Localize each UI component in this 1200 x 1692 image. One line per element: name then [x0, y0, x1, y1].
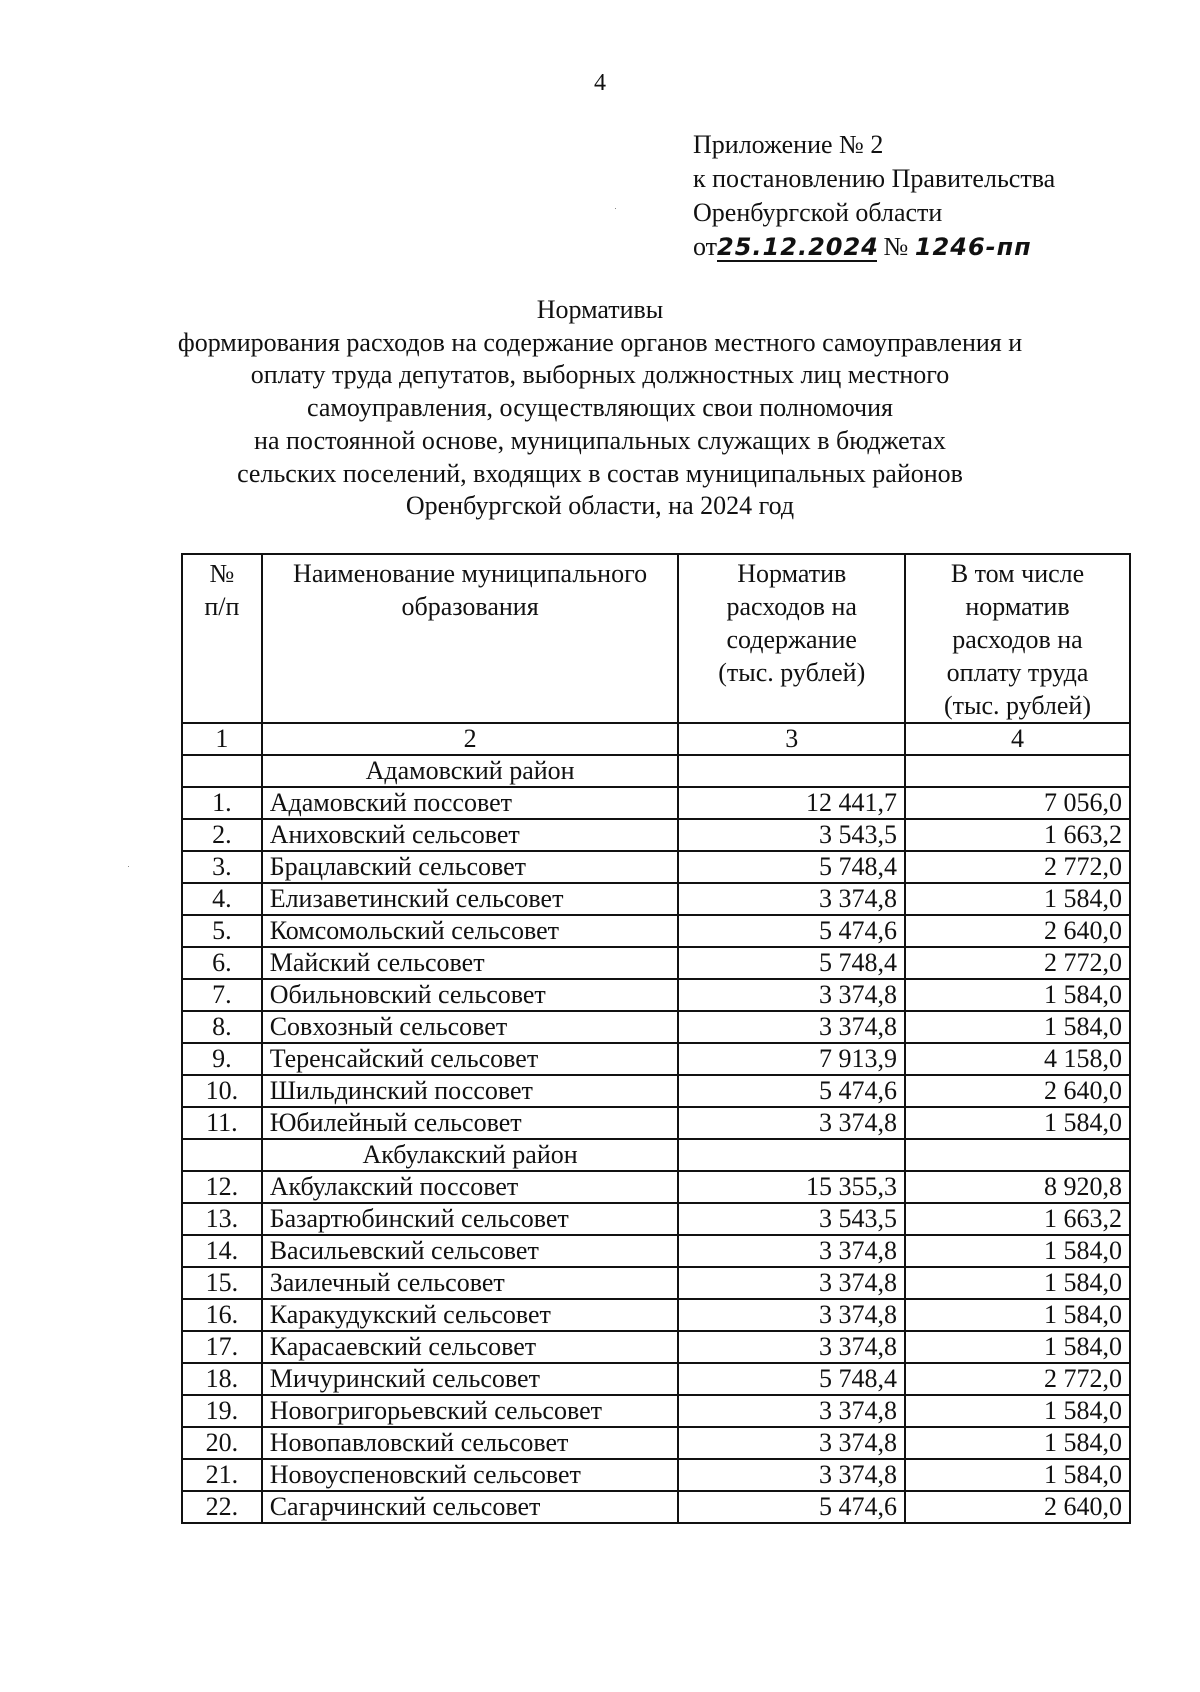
- header-text: норматив: [965, 592, 1070, 621]
- row-number: 4.: [182, 883, 262, 915]
- table-row: [182, 947, 1130, 979]
- table-row: [182, 1427, 1130, 1459]
- row-number: 16.: [182, 1299, 262, 1331]
- labor-norm-value: 1 584,0: [905, 1331, 1130, 1363]
- total-norm-value: 3 374,8: [678, 1011, 905, 1043]
- title-line-7: Оренбургской области, на 2024 год: [405, 491, 795, 521]
- header-text: (тыс. рублей): [943, 691, 1091, 720]
- header-col-name: [262, 554, 679, 723]
- total-norm-value: 5 748,4: [678, 947, 905, 979]
- header-text: содержание: [726, 625, 857, 654]
- row-number: 9.: [182, 1043, 262, 1075]
- header-text: оплату труда: [946, 658, 1089, 687]
- total-norm-value: 3 374,8: [678, 1459, 905, 1491]
- municipality-name: Комсомольский сельсовет: [262, 915, 679, 947]
- municipality-name: Брацлавский сельсовет: [262, 851, 679, 883]
- municipality-name: Аниховский сельсовет: [262, 819, 679, 851]
- number-prefix: №: [883, 232, 909, 261]
- labor-norm-value: 1 584,0: [905, 1459, 1130, 1491]
- labor-norm-value: 8 920,8: [905, 1171, 1130, 1203]
- row-number: 11.: [182, 1107, 262, 1139]
- labor-norm-value: 2 772,0: [905, 851, 1130, 883]
- appendix-block: [693, 128, 1055, 264]
- row-number: 19.: [182, 1395, 262, 1427]
- labor-norm-value: 2 640,0: [905, 915, 1130, 947]
- scan-speck: [615, 208, 616, 209]
- municipality-name: Базартюбинский сельсовет: [262, 1203, 679, 1235]
- municipality-name: Акбулакский поссовет: [262, 1171, 679, 1203]
- table-row: [182, 1075, 1130, 1107]
- header-col-number: [182, 554, 262, 723]
- municipality-name: Адамовский поссовет: [262, 787, 679, 819]
- table-row: [182, 1203, 1130, 1235]
- labor-norm-value: 1 584,0: [905, 1107, 1130, 1139]
- labor-norm-value: 1 663,2: [905, 819, 1130, 851]
- total-norm-value: 12 441,7: [678, 787, 905, 819]
- total-norm-value: 3 374,8: [678, 1107, 905, 1139]
- appendix-date-line: [693, 230, 1055, 264]
- total-norm-value: 3 374,8: [678, 1395, 905, 1427]
- table-row: [182, 787, 1130, 819]
- section-row: [182, 1139, 1130, 1171]
- section-row: [182, 755, 1130, 787]
- total-norm-value: 15 355,3: [678, 1171, 905, 1203]
- row-number: 17.: [182, 1331, 262, 1363]
- labor-norm-value: 4 158,0: [905, 1043, 1130, 1075]
- labor-norm-value: 1 584,0: [905, 1267, 1130, 1299]
- labor-norm-value: 1 584,0: [905, 979, 1130, 1011]
- header-text: Наименование муниципального: [293, 559, 648, 588]
- row-number: 2.: [182, 819, 262, 851]
- row-number: 3.: [182, 851, 262, 883]
- municipality-name: Васильевский сельсовет: [262, 1235, 679, 1267]
- row-number: 10.: [182, 1075, 262, 1107]
- table-row: [182, 1267, 1130, 1299]
- scan-speck: [128, 866, 129, 867]
- total-norm-value: 3 374,8: [678, 1331, 905, 1363]
- total-norm-value: 5 748,4: [678, 1363, 905, 1395]
- table-row: [182, 915, 1130, 947]
- header-text: В том числе: [950, 559, 1085, 588]
- total-norm-value: 3 374,8: [678, 883, 905, 915]
- total-norm-value: 3 374,8: [678, 1299, 905, 1331]
- page-number: 4: [594, 70, 606, 96]
- section-empty-cell: [905, 1139, 1130, 1171]
- total-norm-value: 7 913,9: [678, 1043, 905, 1075]
- row-number: 15.: [182, 1267, 262, 1299]
- header-col-labor: [905, 554, 1130, 723]
- municipality-name: Новоуспеновский сельсовет: [262, 1459, 679, 1491]
- municipality-name: Совхозный сельсовет: [262, 1011, 679, 1043]
- column-numbers-row: [182, 723, 1130, 755]
- row-number: 21.: [182, 1459, 262, 1491]
- row-number: 18.: [182, 1363, 262, 1395]
- row-number: 13.: [182, 1203, 262, 1235]
- table-row: [182, 1459, 1130, 1491]
- total-norm-value: 3 374,8: [678, 1427, 905, 1459]
- section-empty-cell: [182, 755, 262, 787]
- table-row: [182, 1331, 1130, 1363]
- document-title: [0, 294, 1200, 523]
- labor-norm-value: 2 640,0: [905, 1075, 1130, 1107]
- total-norm-value: 5 474,6: [678, 1491, 905, 1523]
- labor-norm-value: 1 663,2: [905, 1203, 1130, 1235]
- total-norm-value: 3 374,8: [678, 1235, 905, 1267]
- labor-norm-value: 1 584,0: [905, 1395, 1130, 1427]
- labor-norm-value: 1 584,0: [905, 1235, 1130, 1267]
- table-row: [182, 1235, 1130, 1267]
- section-title: Акбулакский район: [262, 1139, 679, 1171]
- title-line-4: самоуправления, осуществляющих свои полномочия: [307, 393, 893, 423]
- total-norm-value: 5 474,6: [678, 915, 905, 947]
- municipality-name: Карасаевский сельсовет: [262, 1331, 679, 1363]
- title-line-5: на постоянной основе, муниципальных служащих в бюджетах: [254, 425, 946, 455]
- municipality-name: Обильновский сельсовет: [262, 979, 679, 1011]
- appendix-line-2: к постановлению Правительства: [693, 164, 1056, 193]
- row-number: 20.: [182, 1427, 262, 1459]
- labor-norm-value: 1 584,0: [905, 883, 1130, 915]
- header-text: расходов на: [726, 592, 857, 621]
- table-body: [182, 723, 1130, 1523]
- total-norm-value: 3 543,5: [678, 1203, 905, 1235]
- col-number-cell: 1: [182, 723, 262, 755]
- section-empty-cell: [905, 755, 1130, 787]
- row-number: 8.: [182, 1011, 262, 1043]
- col-number-cell: 3: [678, 723, 905, 755]
- handwritten-date: 25.12.2024: [717, 233, 879, 261]
- municipality-name: Теренсайский сельсовет: [262, 1043, 679, 1075]
- row-number: 7.: [182, 979, 262, 1011]
- table-row: [182, 1363, 1130, 1395]
- header-text: №: [209, 559, 235, 588]
- municipality-name: Каракудукский сельсовет: [262, 1299, 679, 1331]
- table-row: [182, 1299, 1130, 1331]
- table-row: [182, 851, 1130, 883]
- table-header: [182, 554, 1130, 723]
- title-line-1: Нормативы: [536, 295, 664, 324]
- row-number: 6.: [182, 947, 262, 979]
- col-number-cell: 4: [905, 723, 1130, 755]
- municipality-name: Майский сельсовет: [262, 947, 679, 979]
- col-number-cell: 2: [262, 723, 679, 755]
- total-norm-value: 3 543,5: [678, 819, 905, 851]
- row-number: 22.: [182, 1491, 262, 1523]
- appendix-line-1: Приложение № 2: [693, 130, 884, 159]
- row-number: 1.: [182, 787, 262, 819]
- labor-norm-value: 2 772,0: [905, 1363, 1130, 1395]
- row-number: 12.: [182, 1171, 262, 1203]
- labor-norm-value: 2 640,0: [905, 1491, 1130, 1523]
- municipality-name: Юбилейный сельсовет: [262, 1107, 679, 1139]
- table-row: [182, 883, 1130, 915]
- title-line-6: сельских поселений, входящих в состав муниципальных районов: [237, 458, 963, 488]
- section-empty-cell: [678, 755, 905, 787]
- table-row: [182, 819, 1130, 851]
- municipality-name: Заилечный сельсовет: [262, 1267, 679, 1299]
- municipality-name: Елизаветинский сельсовет: [262, 883, 679, 915]
- header-text: п/п: [204, 592, 240, 621]
- labor-norm-value: 1 584,0: [905, 1427, 1130, 1459]
- total-norm-value: 3 374,8: [678, 1267, 905, 1299]
- municipality-name: Мичуринский сельсовет: [262, 1363, 679, 1395]
- labor-norm-value: 2 772,0: [905, 947, 1130, 979]
- table-row: [182, 1011, 1130, 1043]
- header-col-total: [678, 554, 905, 723]
- header-text: Норматив: [737, 559, 847, 588]
- header-text: (тыс. рублей): [718, 658, 866, 687]
- table-row: [182, 979, 1130, 1011]
- header-row: [182, 554, 1130, 723]
- header-text: образования: [401, 592, 539, 621]
- section-title: Адамовский район: [262, 755, 679, 787]
- labor-norm-value: 1 584,0: [905, 1011, 1130, 1043]
- municipality-name: Сагарчинский сельсовет: [262, 1491, 679, 1523]
- table-row: [182, 1043, 1130, 1075]
- handwritten-number: 1246-пп: [914, 233, 1032, 261]
- labor-norm-value: 7 056,0: [905, 787, 1130, 819]
- header-text: расходов на: [952, 625, 1083, 654]
- municipality-name: Новогригорьевский сельсовет: [262, 1395, 679, 1427]
- row-number: 14.: [182, 1235, 262, 1267]
- title-line-2: формирования расходов на содержание органов местного самоуправления и: [177, 327, 1023, 357]
- table-row: [182, 1491, 1130, 1523]
- labor-norm-value: 1 584,0: [905, 1299, 1130, 1331]
- total-norm-value: 3 374,8: [678, 979, 905, 1011]
- table-row: [182, 1107, 1130, 1139]
- section-empty-cell: [678, 1139, 905, 1171]
- appendix-line-3: Оренбургской области: [693, 198, 943, 227]
- total-norm-value: 5 474,6: [678, 1075, 905, 1107]
- section-empty-cell: [182, 1139, 262, 1171]
- municipality-name: Новопавловский сельсовет: [262, 1427, 679, 1459]
- table-row: [182, 1171, 1130, 1203]
- row-number: 5.: [182, 915, 262, 947]
- norms-table: [181, 553, 1131, 1524]
- municipality-name: Шильдинский поссовет: [262, 1075, 679, 1107]
- date-prefix: от: [693, 232, 718, 261]
- title-line-3: оплату труда депутатов, выборных должностных лиц местного: [250, 360, 950, 390]
- table-row: [182, 1395, 1130, 1427]
- total-norm-value: 5 748,4: [678, 851, 905, 883]
